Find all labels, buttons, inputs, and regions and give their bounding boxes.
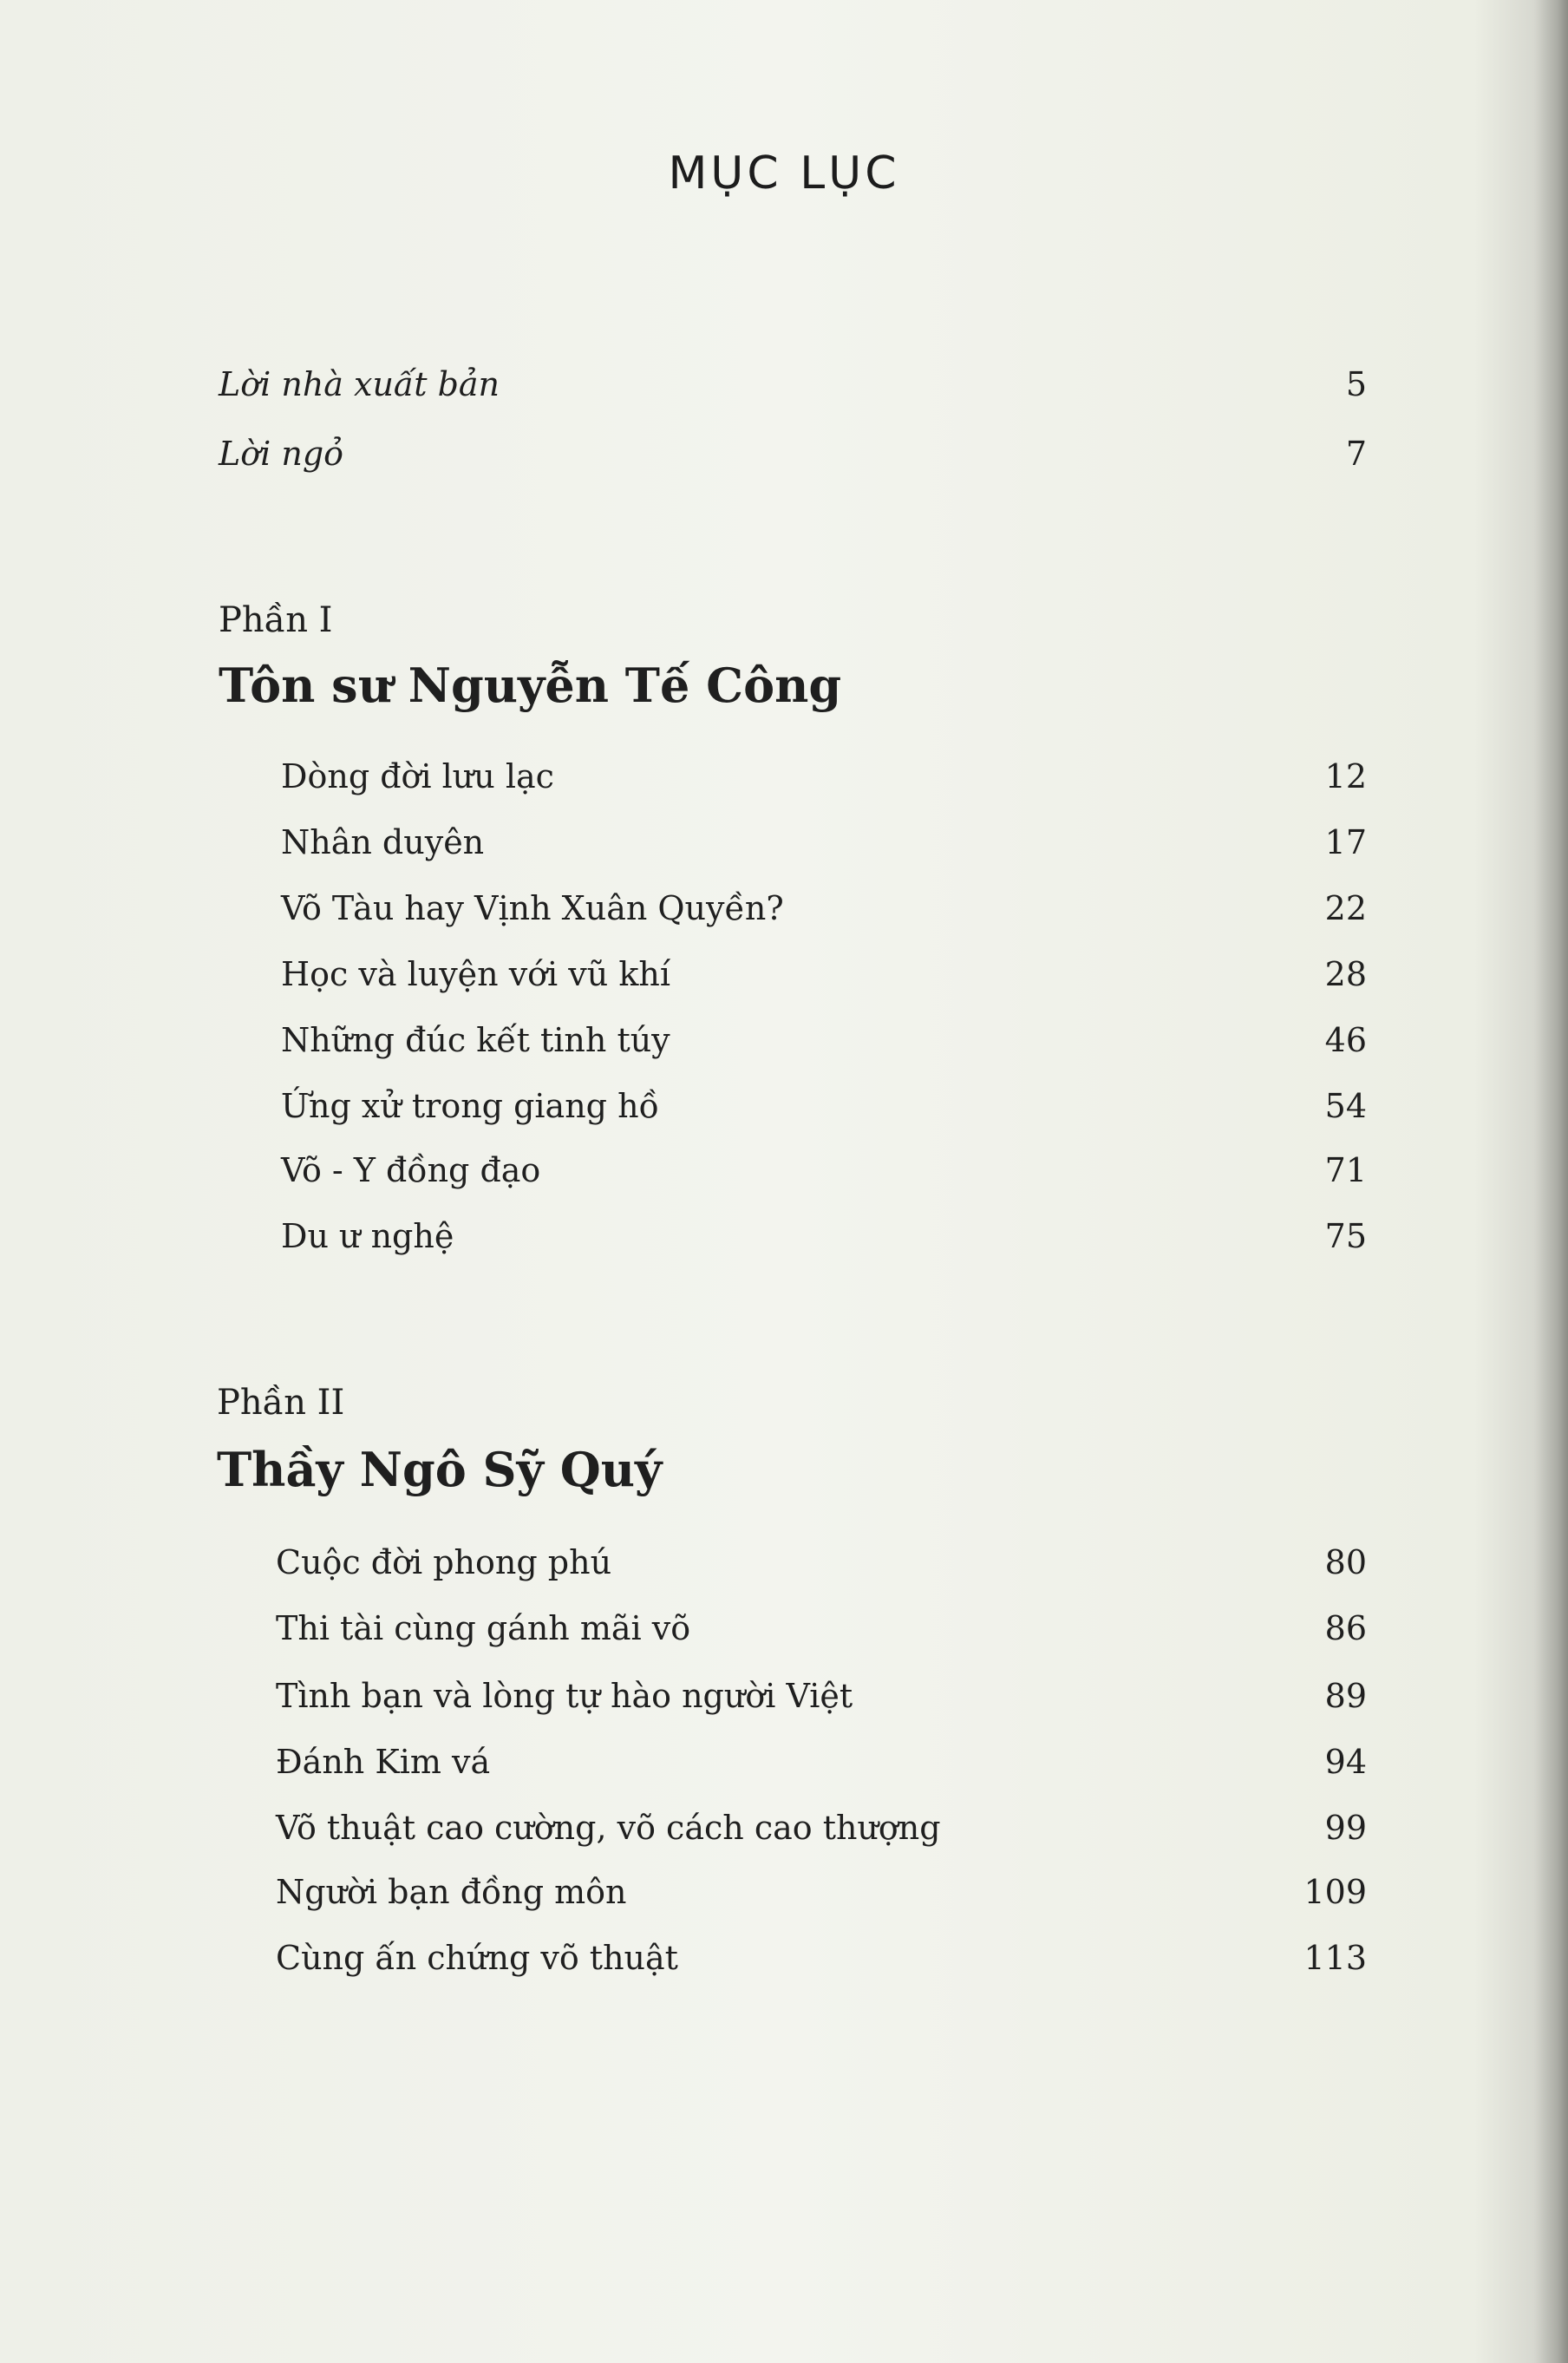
toc-entry <box>276 1740 1367 1784</box>
toc-entry-label: Thi tài cùng gánh mãi võ <box>276 1609 691 1647</box>
toc-entry-label: Du ư nghệ <box>281 1217 454 1255</box>
toc-entry-page: 7 <box>1345 435 1367 473</box>
toc-entry-label: Võ - Y đồng đạo <box>281 1151 541 1189</box>
toc-entry-page: 71 <box>1324 1151 1367 1189</box>
toc-entry-label: Lời ngỏ <box>219 435 344 473</box>
part-label: Phần I <box>219 600 333 640</box>
toc-entry <box>281 887 1367 930</box>
toc-entry-page: 109 <box>1303 1873 1367 1911</box>
toc-entry-label: Tình bạn và lòng tự hào người Việt <box>276 1677 853 1715</box>
toc-entry-page: 46 <box>1324 1021 1367 1059</box>
toc-entry <box>276 1674 1367 1718</box>
toc-entry <box>276 1607 1367 1650</box>
toc-entry <box>281 952 1367 996</box>
toc-entry-label: Cùng ấn chứng võ thuật <box>276 1939 678 1977</box>
toc-entry-page: 22 <box>1324 889 1367 927</box>
toc-entry-page: 94 <box>1324 1743 1367 1781</box>
toc-entry <box>276 1541 1367 1584</box>
toc-entry-label: Lời nhà xuất bản <box>219 365 500 403</box>
toc-entry-page: 12 <box>1324 757 1367 795</box>
toc-entry-page: 17 <box>1324 823 1367 861</box>
toc-entry <box>281 1084 1367 1128</box>
page-title: MỤC LỤC <box>668 147 900 200</box>
toc-entry <box>276 1936 1367 1980</box>
part-title: Tôn sư Nguyễn Tế Công <box>219 658 842 713</box>
toc-entry <box>219 432 1367 475</box>
toc-entry-page: 113 <box>1303 1939 1367 1977</box>
page-edge-shadow <box>1533 0 1568 2363</box>
toc-entry-page: 89 <box>1324 1677 1367 1715</box>
toc-entry <box>281 1149 1367 1192</box>
toc-entry-label: Nhân duyên <box>281 823 485 861</box>
toc-entry <box>281 821 1367 864</box>
toc-entry-label: Võ Tàu hay Vịnh Xuân Quyền? <box>281 889 784 927</box>
toc-entry-label: Người bạn đồng môn <box>276 1873 627 1911</box>
toc-entry-label: Ứng xử trong giang hồ <box>281 1087 659 1125</box>
toc-entry-label: Học và luyện với vũ khí <box>281 955 670 993</box>
toc-entry-page: 75 <box>1324 1217 1367 1255</box>
toc-entry-label: Cuộc đời phong phú <box>276 1543 612 1581</box>
toc-entry-page: 5 <box>1345 365 1367 403</box>
toc-entry <box>276 1806 1367 1849</box>
toc-entry-label: Võ thuật cao cường, võ cách cao thượng <box>276 1809 941 1847</box>
toc-entry-page: 54 <box>1324 1087 1367 1125</box>
toc-entry-page: 86 <box>1324 1609 1367 1647</box>
toc-entry-page: 28 <box>1324 955 1367 993</box>
toc-entry <box>281 1214 1367 1258</box>
toc-entry <box>281 755 1367 798</box>
part-title: Thầy Ngô Sỹ Quý <box>217 1442 663 1497</box>
toc-entry-page: 80 <box>1324 1543 1367 1581</box>
toc-entry <box>281 1018 1367 1062</box>
toc-entry-label: Những đúc kết tinh túy <box>281 1021 670 1059</box>
toc-entry <box>276 1870 1367 1914</box>
toc-entry-label: Đánh Kim vá <box>276 1743 491 1781</box>
toc-entry <box>219 363 1367 406</box>
toc-entry-page: 99 <box>1324 1809 1367 1847</box>
toc-entry-label: Dòng đời lưu lạc <box>281 757 554 795</box>
part-label: Phần II <box>217 1383 345 1423</box>
